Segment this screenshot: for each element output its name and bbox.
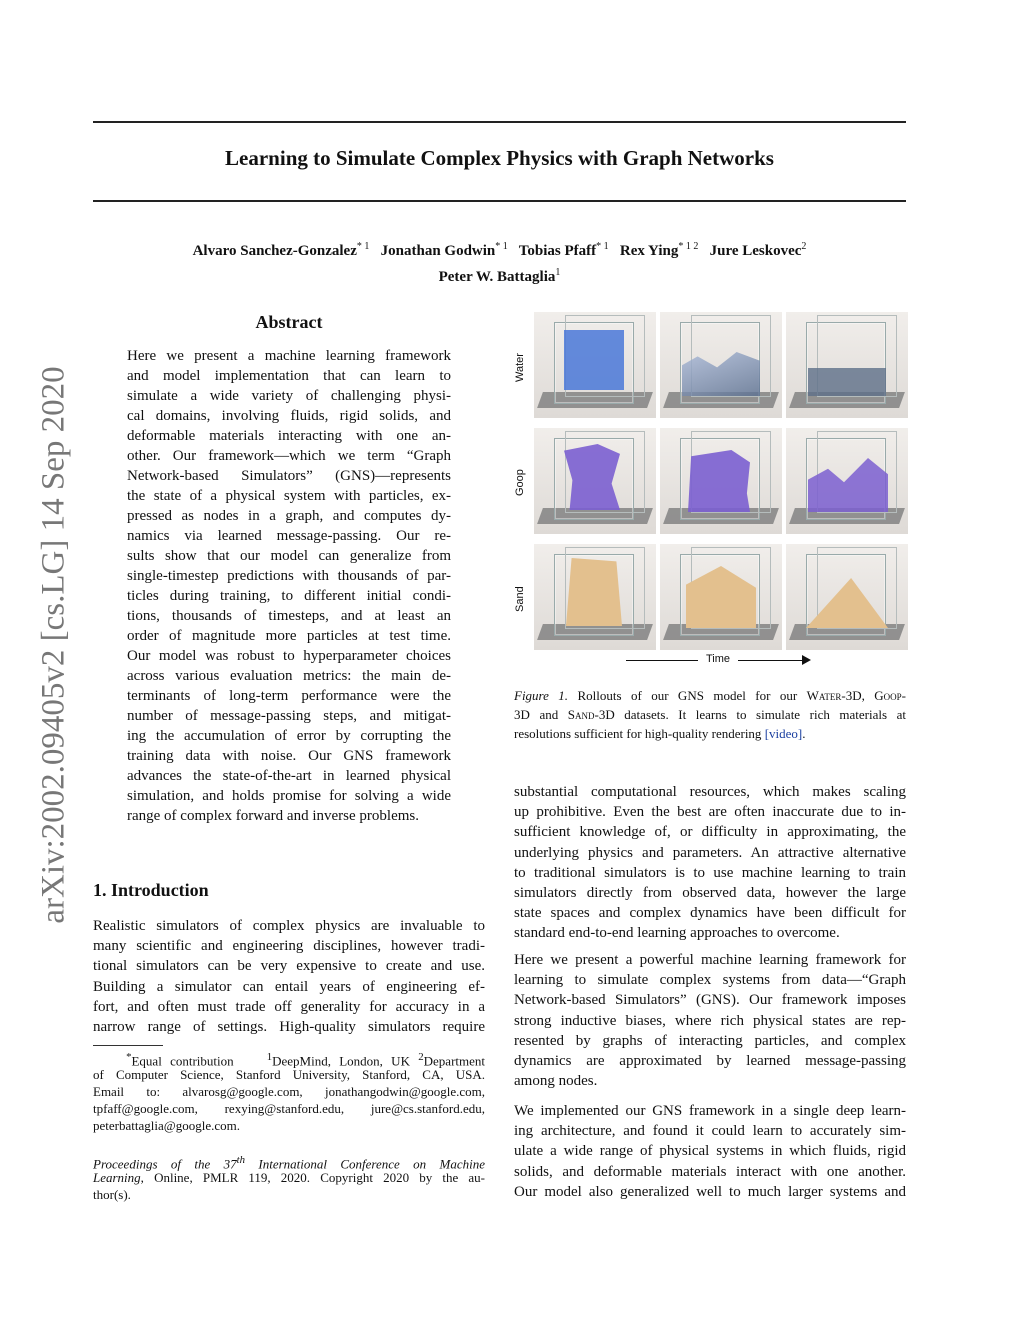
- text-line: Realistic simulators of complex physics are invaluable to: [93, 918, 485, 934]
- text-line: to traditional simulators is to use machine learning to train: [514, 864, 906, 881]
- text-line: range of complex forward and inverse problems.: [127, 808, 419, 824]
- proceedings-line: thor(s).: [93, 1187, 131, 1202]
- arrowhead-icon: [802, 655, 811, 665]
- text-line: Email to: alvarosg@google.com, jonathangodwin@google.com,: [93, 1084, 485, 1099]
- text-line: sults show that our model can generalize from: [127, 548, 451, 564]
- text-line: up prohibitive. Even the best are often inaccurate due to in-: [514, 804, 906, 821]
- row-label-water: Water: [514, 353, 526, 382]
- sand-panel-t0: [534, 544, 656, 650]
- text-line: other. Our framework—which we term “Graph: [127, 448, 451, 464]
- goop-panel-t1: [660, 428, 782, 534]
- author-affiliation: * 1 2: [678, 241, 699, 252]
- author-name: Rex Ying: [619, 243, 679, 259]
- water-block: [564, 330, 624, 390]
- text-line: Network-based Simulators” (GNS)—represents: [127, 468, 451, 484]
- text-line: number of message-passing steps, and mitigat-: [127, 708, 451, 724]
- text-line: cal domains, involving fluids, rigid solids, and: [127, 408, 451, 424]
- abstract-heading: Abstract: [255, 312, 323, 332]
- text-line: the state of a physical system with particles, ex-: [127, 488, 451, 504]
- sand-panel-t1: [660, 544, 782, 650]
- footnote-rule: [93, 1045, 163, 1046]
- text-line: Here we present a machine learning framework: [127, 348, 451, 364]
- water-panel-t0: [534, 312, 656, 418]
- text-line: substantial computational resources, which makes scaling: [514, 784, 906, 800]
- goop-panel-t2: [786, 428, 908, 534]
- text-line: tpfaff@google.com, rexying@stanford.edu, jure@cs.stanford.edu,: [93, 1101, 485, 1116]
- text-line: simulate a wide variety of challenging physi-: [127, 388, 451, 404]
- title-rule-top: [93, 121, 906, 123]
- text-line: Here we present a powerful machine learning framework for: [514, 952, 906, 968]
- goop-panel-t0: [534, 428, 656, 534]
- water-panel-t1: [660, 312, 782, 418]
- water-panel-t2: [786, 312, 908, 418]
- text-line: among nodes.: [514, 1073, 598, 1090]
- video-link[interactable]: [video]: [764, 726, 803, 741]
- text-line: tional simulators can be very expensive to create and use.: [93, 958, 485, 975]
- text-line: simulators directly from observed data, however the large: [514, 885, 906, 901]
- text-line: terminants of long-term performance were the: [127, 688, 451, 704]
- text-line: strong inductive biases, where rich physical states are rep-: [514, 1012, 906, 1029]
- text-line: simulation, and holds promise for solving a wide: [127, 788, 451, 804]
- sand-panel-t2: [786, 544, 908, 650]
- row-label-sand: Sand: [514, 586, 526, 612]
- text-line: pressed as nodes in a graph, and computes dy-: [127, 508, 451, 524]
- text-line: state spaces and complex dynamics have been difficult for: [514, 905, 906, 922]
- text-line: ulate a wide range of physical systems in which fluids, rigid: [514, 1143, 906, 1160]
- text-line: Network-based Simulators” (GNS). Our framework imposes: [514, 992, 906, 1009]
- text-line: narrow range of settings. High-quality simulators require: [93, 1019, 485, 1035]
- time-label: Time: [706, 653, 731, 665]
- figure-caption-line: Figure 1. Rollouts of our GNS model for our Water-3D, Goop-: [514, 688, 906, 703]
- text-line: Our model was robust to hyperparameter choices: [127, 648, 451, 664]
- time-axis-right: [738, 660, 804, 661]
- text-line: underlying physics and parameters. An attractive alternative: [514, 844, 906, 861]
- text-line: fort, and often must trade off generality for accuracy in a: [93, 998, 485, 1015]
- introduction-heading: 1. Introduction: [93, 880, 209, 900]
- text-line: solids, and deformable materials interact with one another.: [514, 1163, 906, 1180]
- text-line: peterbattaglia@google.com.: [93, 1118, 240, 1133]
- proceedings-line: Proceedings of the 37th International Conference on Machine: [93, 1154, 486, 1172]
- title-rule-bottom: [93, 200, 906, 202]
- time-axis-left: [626, 660, 698, 661]
- row-label-goop: Goop: [514, 469, 526, 496]
- footnote-line: *Equal contribution $^1$DeepMind, London, UK $^2$Department: [126, 1051, 486, 1069]
- author-list: [93, 236, 906, 288]
- text-line: deformable materials interacting with one an-: [127, 428, 451, 444]
- figure-caption-line: 3D and Sand-3D datasets. It learns to simulate rich materials at: [514, 707, 906, 722]
- figure-1: [510, 310, 910, 670]
- paper-title: Learning to Simulate Complex Physics with Graph Networks: [225, 146, 774, 170]
- text-line: resented by graphs of interacting particles, and complex: [514, 1032, 906, 1049]
- text-line: ing architecture, and found it could learn to accurately sim-: [514, 1123, 906, 1140]
- author-name: Tobias Pfaff: [518, 243, 597, 259]
- text-line: ticles during training, to different initial condi-: [127, 588, 451, 604]
- text-line: many scientific and engineering disciplines, however tradi-: [93, 938, 485, 955]
- text-line: standard end-to-end learning approaches to overcome.: [514, 925, 840, 942]
- text-line: across various evaluation metrics: the main de-: [127, 668, 451, 684]
- text-line: Building a simulator can entail years of engineering ef-: [93, 978, 485, 995]
- text-line: single-timestep predictions with thousands of par-: [127, 568, 451, 584]
- author-name: Peter W. Battaglia: [438, 269, 556, 285]
- text-line: of Computer Science, Stanford University, Stanford, CA, USA.: [93, 1067, 485, 1082]
- author-affiliation: * 1: [495, 241, 508, 252]
- author-name: Jonathan Godwin: [380, 243, 496, 259]
- text-line: and model implementation that can learn to: [127, 368, 451, 384]
- text-line: Our model also generalized well to much larger systems and: [514, 1183, 906, 1200]
- figure-caption-line: resolutions sufficient for high-quality rendering [video].: [514, 726, 806, 741]
- proceedings-line: Learning, Online, PMLR 119, 2020. Copyright 2020 by the au-: [93, 1170, 485, 1185]
- author-affiliation: 2: [801, 241, 807, 252]
- author-name: Jure Leskovec: [709, 243, 802, 259]
- arxiv-identifier[interactable]: arXiv:2002.09405v2 [cs.LG] 14 Sep 2020: [35, 366, 72, 924]
- author-affiliation: * 1: [596, 241, 609, 252]
- text-line: We implemented our GNS framework in a single deep learn-: [514, 1103, 906, 1119]
- text-line: sufficient knowledge of, or difficulty in approximating, the: [514, 824, 906, 841]
- text-line: advances the state-of-the-art in learned physical: [127, 768, 451, 784]
- text-line: learning to simulate complex systems from data—“Graph: [514, 972, 906, 989]
- text-line: order of magnitude more particles at test time.: [127, 628, 451, 644]
- text-line: ing the accumulation of error by corrupting the: [127, 728, 451, 744]
- text-line: namics via learned message-passing. Our re-: [127, 528, 451, 544]
- author-affiliation: * 1: [356, 241, 370, 252]
- author-affiliation: 1: [555, 267, 561, 278]
- text-line: tions, thousands of timesteps, and at least an: [127, 608, 451, 624]
- author-name: Alvaro Sanchez-Gonzalez: [192, 243, 357, 259]
- text-line: dynamics are approximated by learned message-passing: [514, 1053, 906, 1069]
- text-line: training data with noise. Our GNS framework: [127, 748, 451, 764]
